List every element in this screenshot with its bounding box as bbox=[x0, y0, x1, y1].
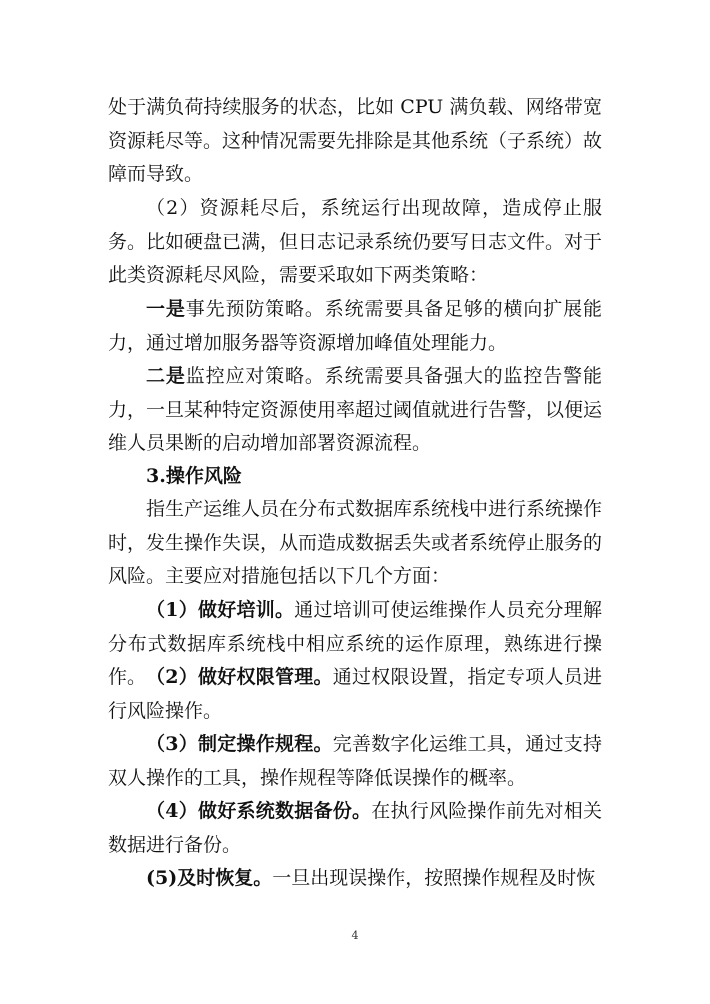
paragraph-measure-procedures bbox=[108, 728, 602, 795]
paragraph-text: 事先预防策略。系统需要具备足够的横向扩展能力，通过增加服务器等资源增加峰值处理能力。 bbox=[108, 298, 602, 354]
paragraph-text: 监控应对策略。系统需要具备强大的监控告警能力，一旦某种特定资源使用率超过阈值就进行告警，以便运维人员果断的启动增加部署资源流程。 bbox=[108, 365, 603, 455]
paragraph-lead: （3）制定操作规程。 bbox=[146, 733, 333, 755]
paragraph-measure-permissions bbox=[108, 661, 602, 728]
paragraph-lead: 二是 bbox=[146, 365, 186, 387]
section-heading-operation-risk: 3.操作风险 bbox=[146, 465, 242, 487]
paragraph-text: 通过培训可使运维操作人员充分理解分布式数据库系统栈中相应系统的运作原理，熟练进行操作。 bbox=[108, 599, 602, 689]
paragraph-text: （2）资源耗尽后，系统运行出现故障，造成停止服务。比如硬盘已满，但日志记录系统仍要写日志文件。对于此类资源耗尽风险，需要采取如下两类策略： bbox=[108, 197, 603, 287]
paragraph-lead: （2）做好权限管理。 bbox=[146, 666, 333, 688]
paragraph-strategy-prevention bbox=[108, 293, 602, 360]
paragraph-lead: (5)及时恢复。 bbox=[146, 867, 273, 889]
paragraph-text: 指生产运维人员在分布式数据库系统栈中进行系统操作时，发生操作失误，从而造成数据丢失或者系统停止服务的风险。主要应对措施包括以下几个方面： bbox=[108, 498, 603, 588]
page-number: 4 bbox=[351, 929, 359, 942]
paragraph-measure-backup bbox=[108, 795, 602, 862]
paragraph-resource-full-load bbox=[108, 91, 602, 192]
paragraph-text: 在执行风险操作前先对相关数据进行备份。 bbox=[108, 800, 602, 856]
paragraph-text: 处于满负荷持续服务的状态，比如 CPU 满负载、网络带宽资源耗尽等。这种情况需要先排除是其他系统（子系统）故障而导致。 bbox=[108, 96, 603, 186]
paragraph-lead: 一是 bbox=[146, 298, 186, 320]
paragraph-measure-recovery bbox=[108, 862, 602, 896]
paragraph-text: 一旦出现误操作，按照操作规程及时恢 bbox=[272, 867, 596, 889]
paragraph-lead: （4）做好系统数据备份。 bbox=[146, 800, 372, 822]
paragraph-operation-risk-definition bbox=[108, 493, 602, 594]
paragraph-lead: （1）做好培训。 bbox=[146, 599, 295, 621]
paragraph-strategy-monitoring bbox=[108, 360, 602, 461]
paragraph-text: 完善数字化运维工具，通过支持双人操作的工具，操作规程等降低误操作的概率。 bbox=[108, 733, 602, 789]
paragraph-text: 通过权限设置，指定专项人员进行风险操作。 bbox=[108, 666, 602, 722]
paragraph-resource-exhausted bbox=[108, 192, 602, 293]
